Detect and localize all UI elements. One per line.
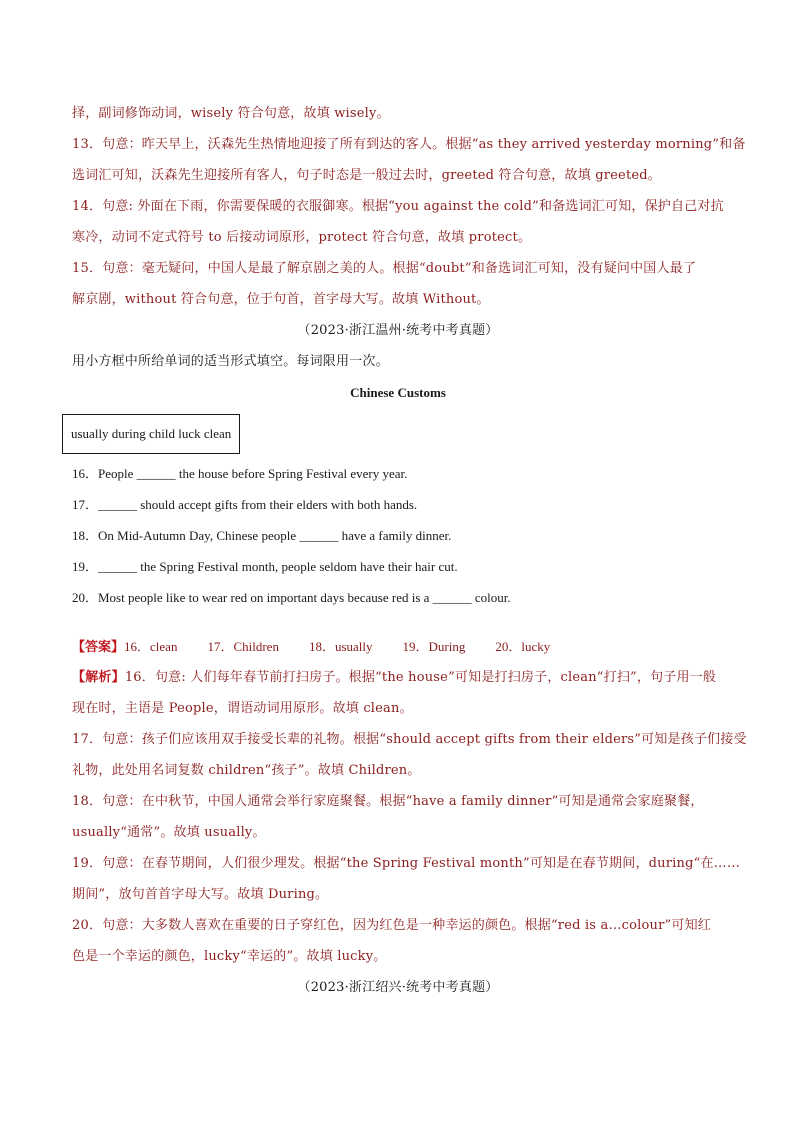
analysis-line: 色是一个幸运的颜色，lucky“幸运的”。故填 lucky。 — [72, 949, 387, 964]
analysis-line: 19．句意：在春节期间，人们很少理发。根据“the Spring Festival month”可知是在春节期间，during“在…… — [72, 856, 741, 871]
word-box: usually during child luck clean — [62, 414, 240, 454]
source-citation: （2023·浙江绍兴·统考中考真题） — [297, 980, 499, 995]
answer-item: 16．clean — [124, 639, 178, 654]
analysis-line: 解京剧，without 符合句意，位于句首，首字母大写。故填 Without。 — [72, 292, 490, 307]
question-17: 17．______ should accept gifts from their elders with both hands. — [72, 497, 418, 512]
analysis-line: 寒冷，动词不定式符号 to 后接动词原形，protect 符合句意，故填 protect。 — [72, 230, 532, 245]
analysis-line: 现在时，主语是 People，谓语动词用原形。故填 clean。 — [72, 701, 413, 716]
analysis-line: 13．句意：昨天早上，沃森先生热情地迎接了所有到达的客人。根据“as they arrived yesterday morning”和备 — [72, 137, 746, 152]
analysis-label: 【解析】 — [72, 670, 125, 685]
analysis-line: 16．句意: 人们每年春节前打扫房子。根据“the house”可知是打扫房子，clean“打扫”，句子用一般 — [124, 670, 717, 685]
analysis-line: 选词汇可知，沃森先生迎接所有客人，句子时态是一般过去时，greeted 符合句意，故填 greeted。 — [72, 168, 661, 183]
source-citation: （2023·浙江温州·统考中考真题） — [297, 323, 499, 338]
analysis-row — [72, 662, 724, 693]
answer-item: 19．During — [402, 639, 466, 654]
passage-title: Chinese Customs — [350, 385, 446, 400]
analysis-line: usually“通常”。故填 usually。 — [72, 825, 266, 840]
analysis-line: 17．句意：孩子们应该用双手接受长辈的礼物。根据“should accept gifts from their elders”可知是孩子们接受 — [72, 732, 747, 747]
question-20: 20．Most people like to wear red on important days because red is a ______ colour. — [72, 590, 511, 605]
analysis-line: 礼物，此处用名词复数 children“孩子”。故填 Children。 — [72, 763, 421, 778]
question-19: 19．______ the Spring Festival month, people seldom have their hair cut. — [72, 559, 458, 574]
analysis-line: 20．句意：大多数人喜欢在重要的日子穿红色，因为红色是一种幸运的颜色。根据“red is a…colour”可知红 — [72, 918, 711, 933]
analysis-line: 期间”，放句首首字母大写。故填 During。 — [72, 887, 329, 902]
answer-item: 18．usually — [308, 639, 373, 654]
analysis-line: 14．句意: 外面在下雨，你需要保暖的衣服御寒。根据“you against the cold”和备选词汇可知，保护自己对抗 — [72, 199, 724, 214]
analysis-line: 18．句意：在中秋节，中国人通常会举行家庭聚餐。根据“have a family dinner”可知是通常会家庭聚餐， — [72, 794, 704, 809]
analysis-line: 择，副词修饰动词，wisely 符合句意，故填 wisely。 — [72, 106, 390, 121]
analysis-line: 15．句意：毫无疑问，中国人是最了解京剧之美的人。根据“doubt”和备选词汇可知，没有疑问中国人最了 — [72, 261, 697, 276]
instruction-text: 用小方框中所给单词的适当形式填空。每词限用一次。 — [72, 354, 389, 369]
answer-item: 20．lucky — [495, 639, 551, 654]
answer-row — [72, 631, 724, 662]
answer-item: 17．Children — [207, 639, 279, 654]
answer-label: 【答案】 — [72, 639, 125, 654]
question-18: 18．On Mid-Autumn Day, Chinese people ______ have a family dinner. — [72, 528, 452, 543]
document-content — [71, 98, 747, 1003]
question-16: 16．People ______ the house before Spring Festival every year. — [72, 466, 408, 481]
